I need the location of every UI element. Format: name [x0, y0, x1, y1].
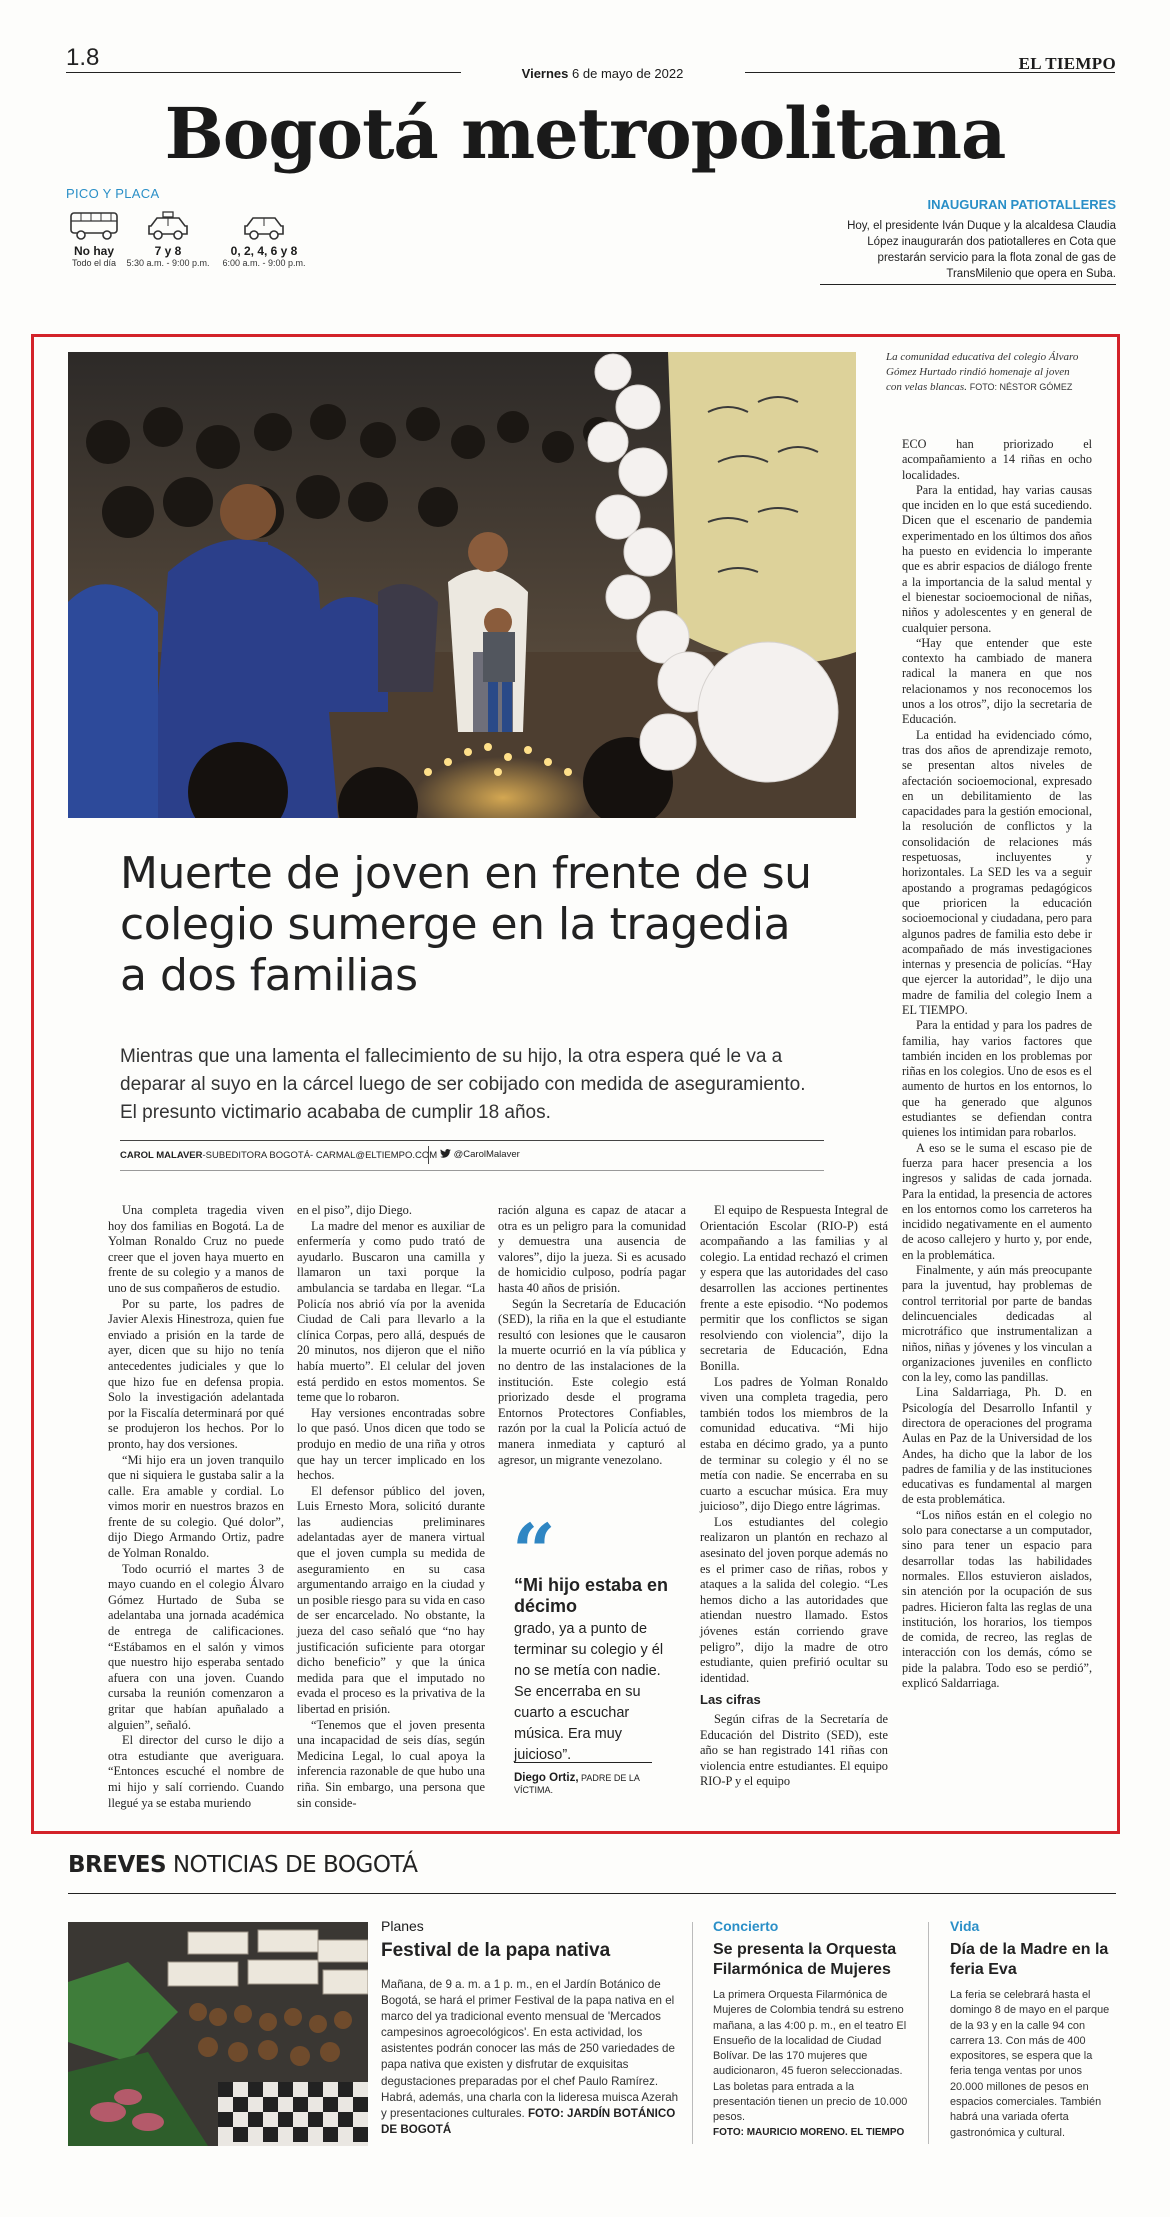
brief-1-title: Festival de la papa nativa [381, 1940, 611, 1961]
patiotalleres-rule [820, 284, 1116, 285]
brief-2-title: Se presenta la Orquesta Filarmónica de Mujeres [713, 1941, 897, 1978]
article-lead: Mientras que una lamenta el fallecimiento de su hijo, la otra espera qué le va a deparar al suyo en la cárcel luego de ser cobijado con medida de aseguramiento. El presunto victimario acababa de cumplir 18 años. [120, 1046, 806, 1123]
brief-divider-2 [928, 1922, 929, 2144]
twitter-handle[interactable]: @CarolMalaver [440, 1149, 520, 1160]
newspaper-brand: EL TIEMPO [1018, 54, 1116, 73]
pico-item-car: 0, 2, 4, 6 y 8 6:00 a.m. - 9:00 p.m. [218, 210, 310, 268]
pico-item-bus: No hay Todo el día [48, 210, 140, 268]
pico-y-placa-title: PICO Y PLACA [66, 186, 160, 201]
article-subhead: Las cifras [700, 1692, 761, 1708]
brief-3-title: Día de la Madre en la feria Eva [950, 1941, 1109, 1978]
brief-3-kicker: Vida [950, 1918, 980, 1934]
byline-separator [428, 1146, 429, 1164]
bus-icon [68, 210, 120, 242]
brief-3-text: La feria se celebrará hasta el domingo 8 de mayo en el parque de la 93 y en la calle 94 con carrera 13. Con más de 400 expositores, se espera que la feria tenga ventas por unos 20.000 millones de pesos en espacios comerciales. También habrá una variada oferta gastronómica y cultural. [950, 1989, 1110, 2139]
brief-2-kicker: Concierto [713, 1918, 779, 1934]
article-column-4: El equipo de Respuesta Integral de Orientación Escolar (RIO-P) está acompañando a las familias y al colegio. La entidad rechazó el crimen y espera que las autoridades del caso desarrollen las acciones pertinentes frente a este episodio. “No podemos permitir que los conflictos se sigan resolviendo con violencia”, dijo la secretaria de Educación, Edna Bonilla. Los padres de Yolman Ronaldo viven una completa tragedia, pero también todos los miembros de la comunidad educativa. “Mi hijo estaba en décimo grado, ya a punto de terminar su colegio y él no se metía con nadie. Se encerraba en su cuarto a escuchar música. Era muy juicioso”, dijo Diego entre lágrimas. Los estudiantes del colegio realizaron un plantón en rechazo al asesinato del joven porque además no es el primer caso de riñas, robos y ataques a la salida del colegio. “Les hemos dicho a las autoridades que atiendan nuestro llamado. Estos jóvenes están corriendo grave peligro”, dijo la madre de otro estudiante, quien prefirió ocultar su identidad. Las cifras Según cifras de la Secretaría de Educación del Distrito (SED), este año se han registrado 141 riñas con violencia entre estudiantes. El equipo RIO-P y el equipo [700, 1203, 888, 1789]
twitter-icon [440, 1149, 451, 1158]
pico-item-taxi: 7 y 8 5:30 a.m. - 9:00 p.m. [122, 210, 214, 268]
brief-divider-1 [692, 1922, 693, 2144]
byline: CAROL MALAVER-SUBEDITORA BOGOTÁ- CARMAL@ELTIEMPO.COM [120, 1150, 438, 1161]
byline-rule-top [120, 1140, 824, 1141]
pull-quote-head: “Mi hijo estaba en décimo [514, 1575, 669, 1616]
patiotalleres-text: Hoy, el presidente Iván Duque y la alcaldesa Claudia López inaugurarán dos patiotalleres en Cota que prestarán servicio para la flota zonal de gas de TransMilenio que opera en Suba. [847, 220, 1116, 280]
article-column-1: Una completa tragedia viven hoy dos familias en Bogotá. La de Yolman Ronaldo Cruz no puede creer que el joven haya muerto en frente de su colegio y a manos de uno de sus compañeros de estudio. Por su parte, los padres de Javier Alexis Hinestroza, quien fue enviado a prisión en la tarde de ayer, dicen que su hijo no tenía antecedentes judiciales y que lo que hizo fue en defensa propia. Solo la investigación adelantada por la Fiscalía determinará por qué se produjeron los hechos. Por lo pronto, hay dos versiones. “Mi hijo era un joven tranquilo que ni siquiera le gustaba salir a la calle. Era amable y cordial. Lo vimos morir en nuestros brazos en frente de su colegio. Qué dolor”, dijo Diego Armando Ortiz, padre de Yolman Ronaldo. Todo ocurrió el martes 3 de mayo cuando en el colegio Álvaro Gómez Hurtado de Suba se adelantaba una jornada académica de entrega de calificaciones. “Estábamos en el salón y vimos que nuestro hijo esperaba sentado afuera con una joven. Cuando cursaba la reunión comenzaron a gritar que habían apuñalado a alguien”, señaló. El director del curso le dijo a otra estudiante que averiguara. “Entonces escuché el nombre de mi hijo y salí corriendo. Cuando llegué ya se estaba muriendo [108, 1203, 284, 1810]
brief-2-text: La primera Orquesta Filarmónica de Mujeres de Colombia tendrá su estreno mañana, a las 4:00 p. m., en el teatro El Ensueño de la localidad de Ciudad Bolívar. De las 170 mujeres que audicionaron, 45 fueron seleccionadas. Las boletas para entrada a la presentación tienen un precio de 10.000 pesos. [713, 1989, 908, 2124]
header-rule-left [66, 72, 461, 73]
brief-1-text: Mañana, de 9 a. m. a 1 p. m., en el Jardín Botánico de Bogotá, se hará el primer Festival de la papa nativa en el marco del ya tradicional evento mensual de 'Mercados campesinos agroecológicos'. En esta actividad, los asistentes podrán conocer las más de 250 variedades de papa nativa que existen y disfrutar de exquisitas degustaciones preparadas por el chef Paulo Ramírez. Habrá, además, una charla con la lideresa muisca Azerah y presentaciones culturales. FOTO: JARDÍN BOTÁNICO DE BOGOTÁ [381, 1978, 679, 2136]
section-title: Bogotá metropolitana [164, 92, 1006, 175]
papa-nativa-photo [68, 1922, 368, 2146]
brief-1-kicker: Planes [381, 1918, 424, 1934]
article-column-2: en el piso”, dijo Diego. La madre del menor es auxiliar de enfermería y como pudo trató de ayudarlo. Buscaron una camilla y llamaron un taxi porque la ambulancia se tardaba en llegar. “La Policía nos abrió vía por la avenida Ciudad de Cali para llevarlo a la clínica Corpas, pero allá, después de 20 minutos, nos dijeron que el niño había muerto”. El celular del joven está perdido en estos momentos. Se teme que lo robaron. Hay versiones encontradas sobre lo que pasó. Unos dicen que todo se produjo en medio de una riña y otros que hay un tercer implicado en los hechos. El defensor público del joven, Luis Ernesto Mora, solicitó durante las audiencias preliminares adelantadas ayer de manera virtual que el joven cumpla su medida de aseguramiento en su casa argumentando arraigo en la ciudad y un posible riesgo para su vida en caso de ser encarcelado. No obstante, la jueza del caso señaló que “no hay justificación suficiente para otorgar dicho beneficio” y que la única medida para que el imputado no evada el proceso es la privativa de la libertad en prisión. “Tenemos que el joven presenta una incapacidad de seis días, según Medicina Legal, lo cual apoya la inferencia razonable de que hubo una riña. Sin embargo, una persona que sin conside- [297, 1203, 485, 1810]
pull-quote-author: Diego Ortiz, PADRE DE LA VÍCTIMA. [514, 1772, 640, 1795]
pull-quote-rule [514, 1762, 652, 1763]
patiotalleres-title: INAUGURAN PATIOTALLERES [927, 197, 1116, 212]
article-column-5: ECO han priorizado el acompañamiento a 14 riñas en ocho localidades. Para la entidad, hay varias causas que inciden en lo que está sucediendo. Dicen que el escenario de pandemia experimentado en los últimos dos años ha puesto en evidencia lo imperante que es abrir espacios de diálogo frente a la importancia de la salud mental y el bienestar socioemocional de niñas, niños y adolescentes y en general de cualquier persona. “Hay que entender que este contexto ha cambiado de manera radical la manera en que nos relacionamos y nos reconocemos los unos a los otros”, dijo la secretaria de Educación. La entidad ha evidenciado cómo, tras dos años de aprendizaje remoto, se presentan altos niveles de afectación socioemocional, expresado en un debilitamiento de las capacidades para la gestión emocional, la resolución de conflictos y la consolidación de relaciones más respetuosas, incluyentes y horizontales. La SED les va a seguir apostando a programas pedagógicos que prioricen la educación socioemocional y ciudadana, pero para algunos padres de familia esto debe ir acompañado de más investigaciones internas y presencia de policías. “Hay que ejercer la autoridad”, le dijo una madre de familia del colegio Inem a EL TIEMPO. Para la entidad y para los padres de familia, hay varios factores que también inciden en los problemas por riñas en los colegios. Uno de esos es el aumento de hurtos en los entornos, lo que ha generado que algunos estudiantes se defiendan contra quienes los intimidan para robarlos. A eso se le suma el escaso pie de fuerza para hacer presencia a los ingresos y salidas de cada jornada. Para la entidad, la presencia de actores en los entornos como los carreteros ha incidido negativamente en el aumento de acoso callejero y hurto y, por ende, en la problemática. Finalmente, y aún más preocupante para la juventud, hay problemas de control territorial por parte de bandas delincuenciales dedicadas al microtráfico que instrumentalizan a niños, niñas y jóvenes y los vinculan a organizaciones juveniles en conflicto con la ley, como las pandillas. Lina Saldarriaga, Ph. D. en Psicología del Desarrollo Infantil y directora de operaciones del programa Aulas en Paz de la Universidad de los Andes, ha dicho que la labor de los padres de familia y de las instituciones educativas es fundamental al margen de esta problemática. “Los niños están en el colegio no solo para conectarse a un computador, sino para tener un espacio para desarrollar todas las habilidades normales. Ellos estuvieron aislados, sin atención por la ocupación de sus padres. Hicieron falta las reglas de una institución, los horarios, los tiempos de comida, de recreo, las reglas de interacción con los demás, cómo se pide la palabra. Todo eso se perdió”, explicó Saldarriaga. [902, 437, 1092, 1691]
taxi-icon [145, 210, 191, 242]
article-headline: Muerte de joven en frente de su colegio sumerge en la tragedia a dos familias [120, 848, 812, 1001]
pull-quote-body: grado, ya a punto de terminar su colegio y él no se metía con nadie. Se encerraba en su cuarto a escuchar música. Era muy juicioso”. [514, 1621, 664, 1763]
breves-title: BREVES NOTICIAS DE BOGOTÁ [68, 1852, 418, 1878]
car-icon [241, 210, 287, 242]
vigil-photo [68, 352, 856, 818]
brief-2-credit: FOTO: MAURICIO MORENO. EL TIEMPO [713, 2127, 905, 2138]
quote-mark-icon: “ [512, 1507, 556, 1596]
article-column-3: ración alguna es capaz de atacar a otra es un peligro para la comunidad y demuestra una ausencia de valores”, dijo la jueza. Si es acusado de homicidio culposo, podría pagar hasta 40 años de prisión. Según la Secretaría de Educación (SED), la riña en la que el estudiante resultó con lesiones que le causaron la muerte ocurrió en la vía pública y no dentro de las instalaciones de la institución. Este colegio está priorizado desde el programa Entornos Protectores Confiables, razón por la cual la Policía actuó de manera inmediata y capturó al agresor, un migrante venezolano. [498, 1203, 686, 1467]
edition-date: Viernes 6 de mayo de 2022 [521, 66, 684, 81]
byline-rule-bottom [120, 1170, 824, 1171]
photo-caption: La comunidad educativa del colegio Álvaro Gómez Hurtado rindió homenaje al joven con velas blancas. FOTO: NÉSTOR GÓMEZ [886, 351, 1079, 393]
breves-rule [68, 1893, 1116, 1894]
page-number: 1.8 [66, 44, 100, 71]
